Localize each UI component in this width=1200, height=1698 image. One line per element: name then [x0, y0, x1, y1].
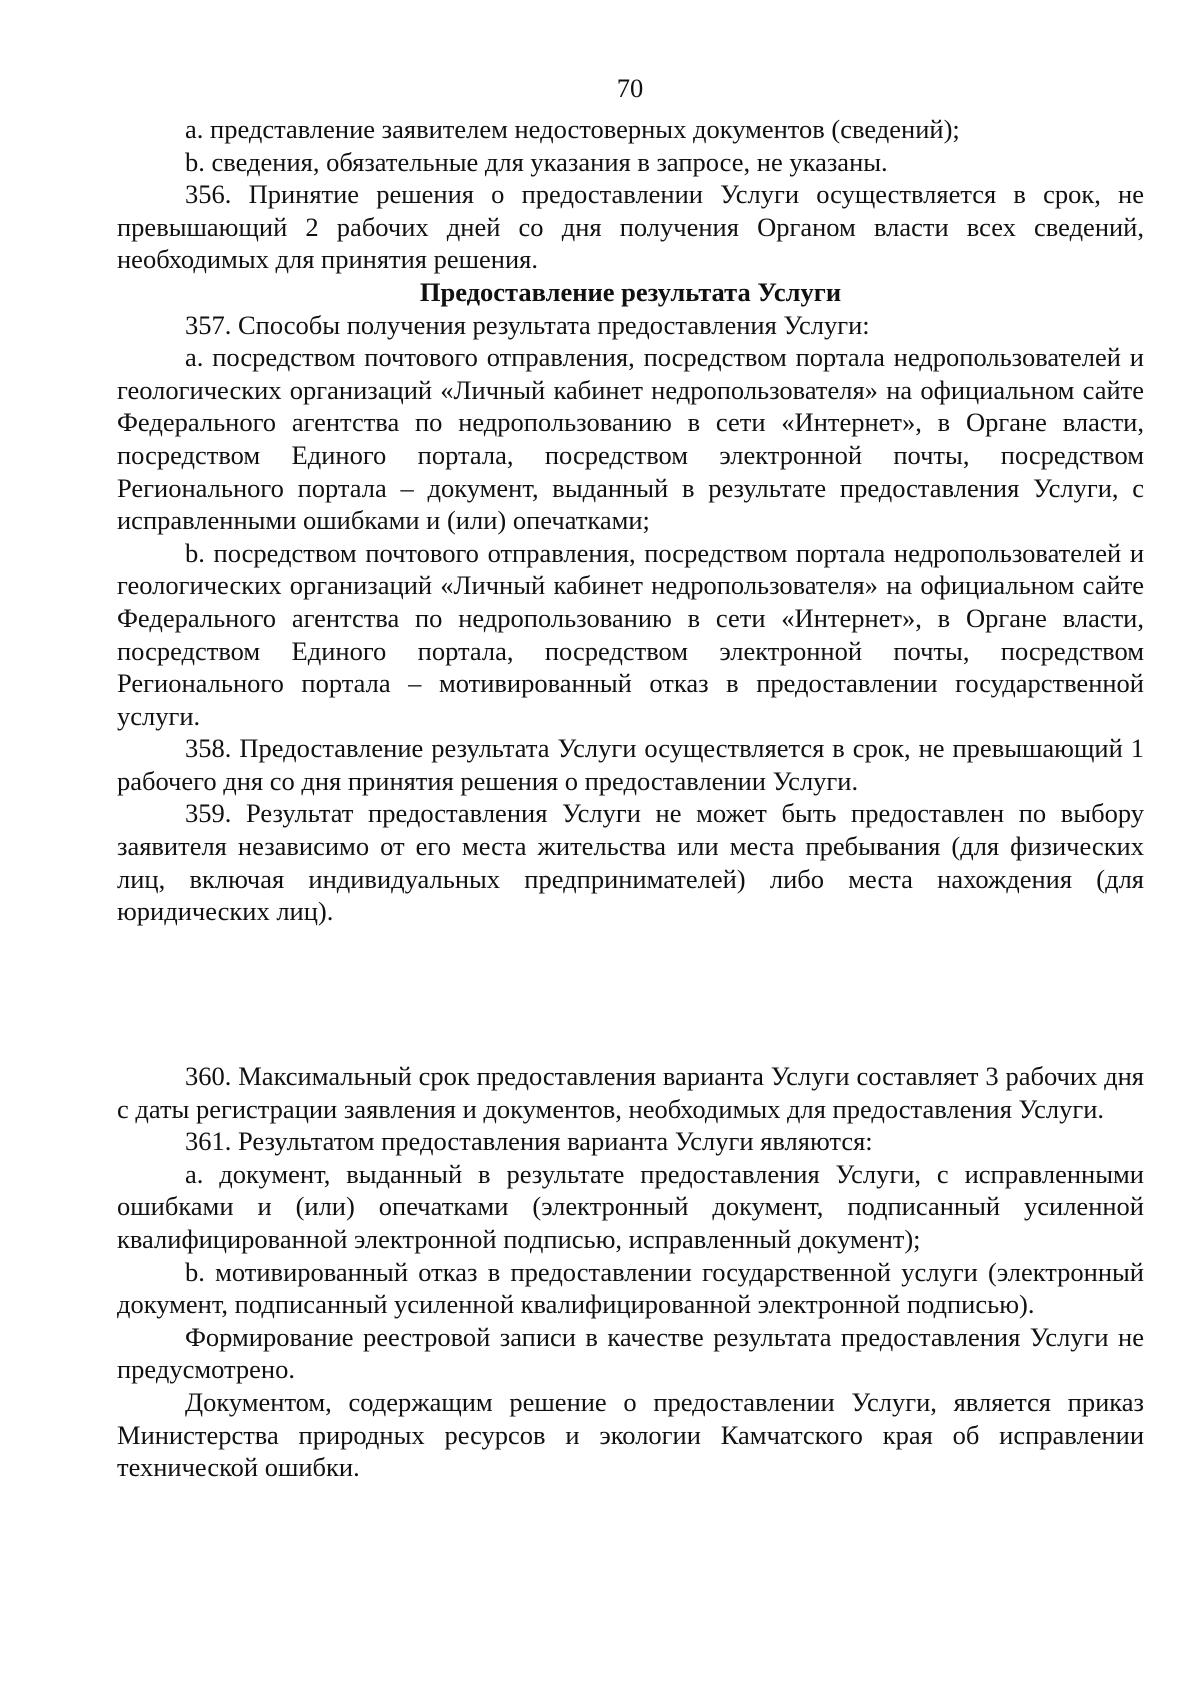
paragraph-359: 359. Результат предоставления Услуги не может быть предоставлен по выбору заявителя независимо от его места жительства или места пребывания (для физических лиц, включая индивидуальных предпринимателей) либо места нахождения (для юридических лиц).	[117, 798, 1144, 927]
paragraph-356: 356. Принятие решения о предоставлении Услуги осуществляется в срок, не превышающий 2 рабочих дней со дня получения Органом власти всех сведений, необходимых для принятия решения.	[117, 179, 1144, 275]
section-heading: Предоставление результата Услуги	[419, 276, 842, 307]
page-number: 70	[616, 73, 644, 103]
paragraph-registry-record: Формирование реестровой записи в качестве результата предоставления Услуги не предусмотрено.	[117, 1321, 1144, 1385]
paragraph-item-a-unreliable-docs: a. представление заявителем недостоверных документов (сведений);	[185, 114, 960, 144]
paragraph-decision-document: Документом, содержащим решение о предоставлении Услуги, является приказ Министерства природных ресурсов и экологии Камчатского края об исправлении технической ошибки.	[117, 1386, 1144, 1483]
paragraph-358: 358. Предоставление результата Услуги осуществляется в срок, не превышающий 1 рабочего дня со дня принятия решения о предоставлении Услуги.	[117, 733, 1144, 796]
paragraph-361: 361. Результатом предоставления варианта Услуги являются:	[185, 1126, 873, 1157]
paragraph-357-item-b: b. посредством почтового отправления, посредством портала недропользователей и геологических организаций «Личный кабинет недропользователя» на официальном сайте Федерального агентства по недропользованию в сети «Интернет», в Органе власти, посредством Единого портала, посредством электронной почты, посредством Регионального портала – мотивированный отказ в предоставлении государственной услуги.	[117, 537, 1144, 731]
paragraph-361-item-a: a. документ, выданный в результате предоставления Услуги, с исправленными ошибками и (или) опечатками (электронный документ, подписанный усиленной квалифицированной электронной подписью, исправленный документ);	[117, 1158, 1144, 1254]
section-variant	[117, 1060, 1144, 1484]
paragraph-357: 357. Способы получения результата предоставления Услуги:	[185, 309, 870, 340]
paragraph-item-b-missing-info: b. сведения, обязательные для указания в запросе, не указаны.	[185, 146, 888, 177]
paragraph-360: 360. Максимальный срок предоставления варианта Услуги составляет 3 рабочих дня с даты регистрации заявления и документов, необходимых для предоставления Услуги.	[117, 1061, 1144, 1124]
paragraph-361-item-b: b. мотивированный отказ в предоставлении государственной услуги (электронный документ, подписанный усиленной квалифицированной электронной подписью).	[117, 1256, 1144, 1320]
paragraph-357-item-a: a. посредством почтового отправления, посредством портала недропользователей и геологических организаций «Личный кабинет недропользователя» на официальном сайте Федерального агентства по недропользованию в сети «Интернет», в Органе власти, посредством Единого портала, посредством электронной почты, посредством Регионального портала – документ, выданный в результате предоставления Услуги, с исправленными ошибками и (или) опечатками;	[117, 342, 1144, 536]
section-results	[117, 113, 1144, 928]
